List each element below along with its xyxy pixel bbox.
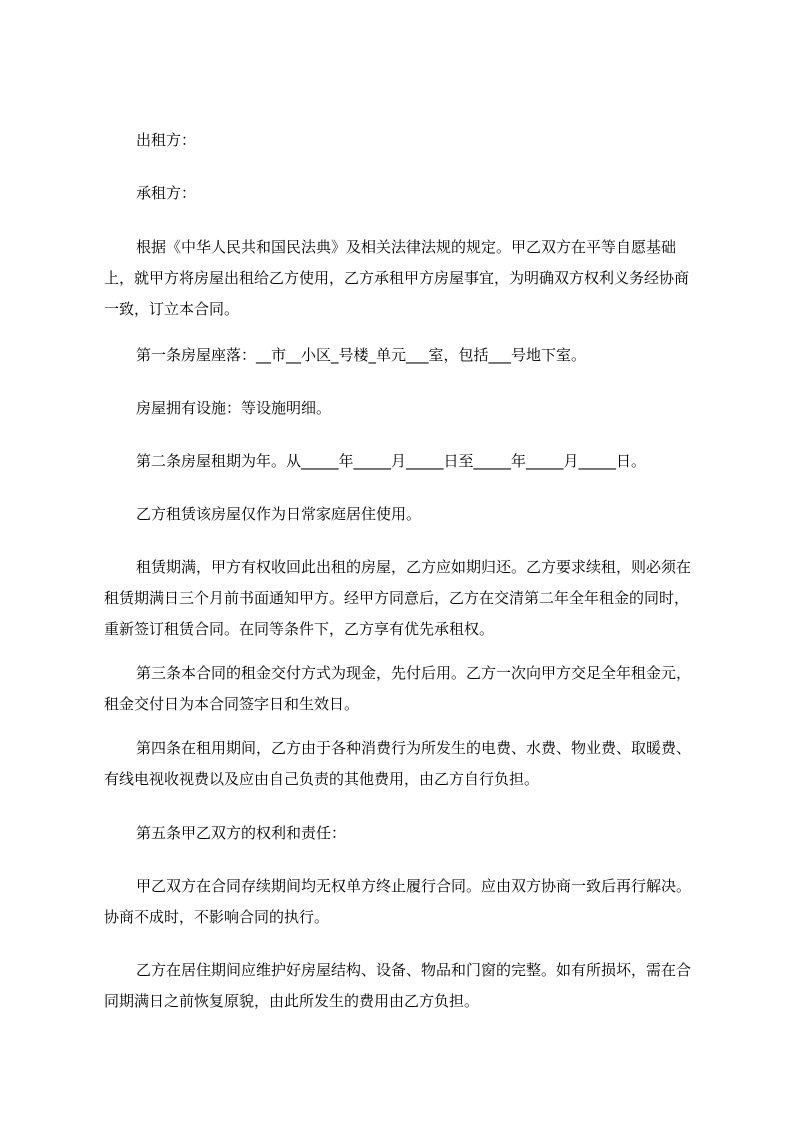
article-5-heading: 第五条甲乙双方的权利和责任： bbox=[136, 824, 347, 842]
article-2-term: 第二条房屋租期为年。从_____年_____月_____日至_____年_____月_____日。 bbox=[136, 452, 647, 470]
maintenance-clause: 乙方在居住期间应维护好房屋结构、设备、物品和门窗的完整。如有所损坏，需在合同期满日之前恢复原貌，由此所发生的费用由乙方负担。 bbox=[104, 961, 692, 1010]
renewal-clause: 租赁期满，甲方有权收回此出租的房屋，乙方应如期归还。乙方要求续租，则必须在租赁期满日三个月前书面通知甲方。经甲方同意后，乙方在交清第二年全年租金的同时，重新签订租赁合同。在同等条件下，乙方享有优先承租权。 bbox=[104, 558, 692, 638]
article-1-location: 第一条房屋座落：__市__小区_号楼_单元___室，包括___号地下室。 bbox=[136, 346, 587, 364]
contract-preamble: 根据《中华人民共和国民法典》及相关法律法规的规定。甲乙双方在平等自愿基础上，就甲方将房屋出租给乙方使用，乙方承租甲方房屋事宜，为明确双方权利义务经协商一致，订立本合同。 bbox=[104, 238, 690, 318]
article-4-expenses: 第四条在租用期间，乙方由于各种消费行为所发生的电费、水费、物业费、取暖费、有线电视收视费以及应由自己负责的其他费用，由乙方自行负担。 bbox=[104, 739, 692, 788]
facilities-clause: 房屋拥有设施：等设施明细。 bbox=[136, 399, 332, 417]
termination-clause: 甲乙双方在合同存续期间均无权单方终止履行合同。应由双方协商一致后再行解决。协商不成时，不影响合同的执行。 bbox=[104, 877, 692, 926]
article-3-rent: 第三条本合同的租金交付方式为现金，先付后用。乙方一次向甲方交足全年租金元，租金交付日为本合同签字日和生效日。 bbox=[104, 664, 692, 713]
usage-clause: 乙方租赁该房屋仅作为日常家庭居住使用。 bbox=[136, 505, 422, 523]
lessor-label: 出租方： bbox=[136, 131, 197, 149]
lessee-label: 承租方： bbox=[136, 184, 197, 202]
